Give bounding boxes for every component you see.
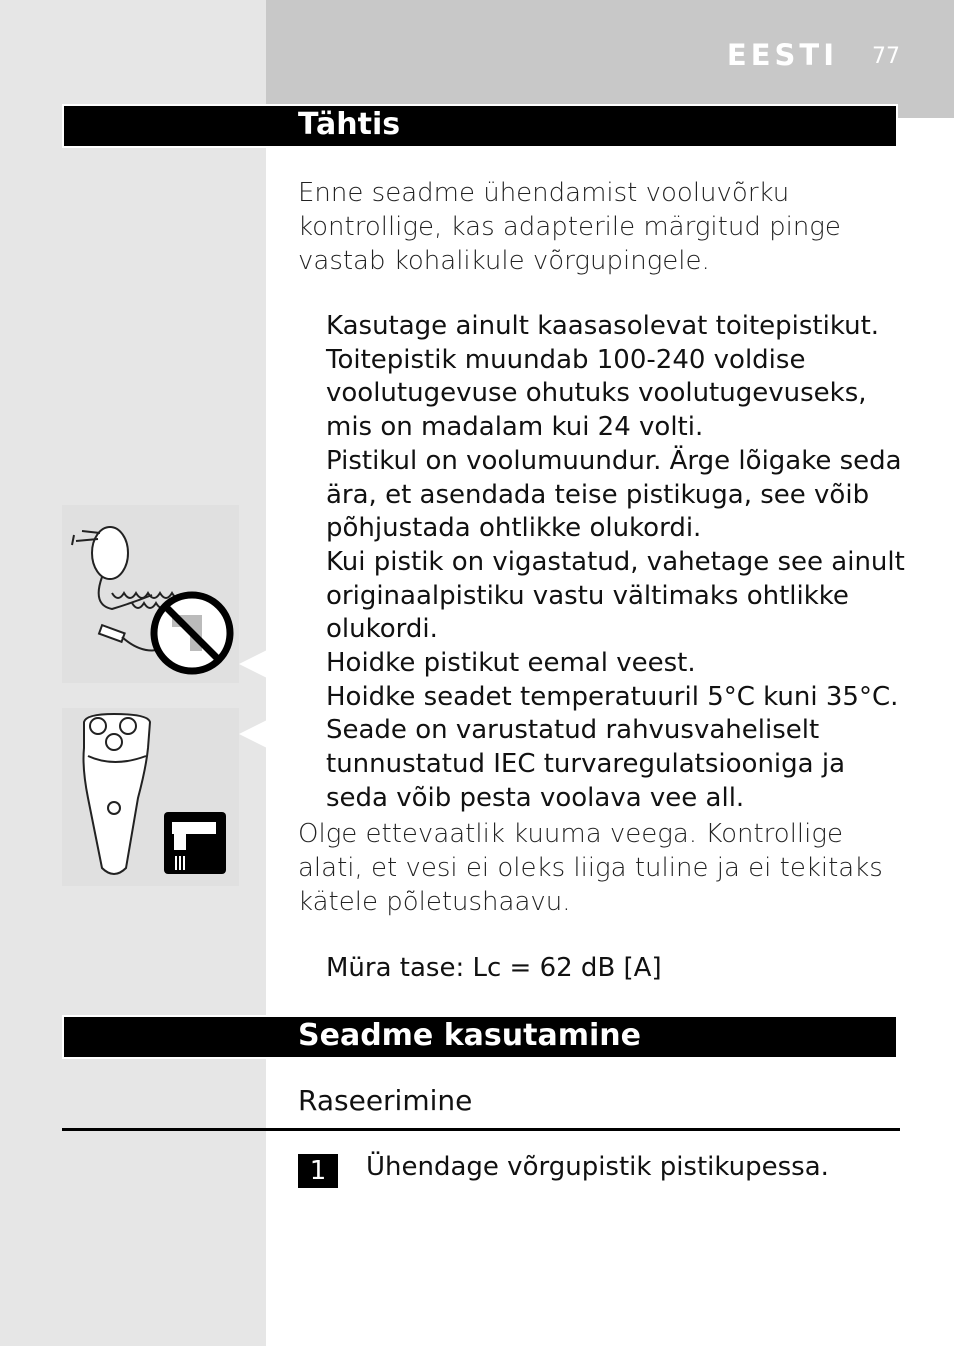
- language-label: EESTI: [726, 38, 838, 72]
- adapter-illustration: [62, 505, 239, 683]
- section-heading-bar: [62, 104, 898, 148]
- section-title-important: Tähtis: [298, 107, 401, 142]
- shaver-rinse-icon: [62, 708, 239, 886]
- section-title-usage: Seadme kasutamine: [298, 1018, 641, 1053]
- list-item: Seade on varustatud rahvusvaheliselt tunnustatud IEC turvaregulatsiooniga ja seda võib pesta voolava vee all.: [326, 715, 846, 813]
- adapter-no-water-icon: [62, 505, 239, 683]
- list-item: Kui pistik on vigastatud, vahetage see ainult originaalpistiku vastu vältimaks ohtlikke olukordi.: [326, 546, 905, 645]
- step-number-badge: 1: [298, 1154, 338, 1188]
- list-item: Hoidke pistikut eemal veest.: [326, 648, 696, 679]
- intro-paragraph: Enne seadme ühendamist vooluvõrku kontrollige, kas adapterile märgitud pinge vastab kohalikule võrgupingele.: [298, 178, 841, 276]
- list-item: Kasutage ainult kaasasolevat toitepistikut. Toitepistik muundab 100-240 voldise voolutugevuse ohutuks voolutugevuseks, mis on madalam kui 24 volti.: [326, 311, 880, 443]
- page-number: 77: [872, 44, 900, 69]
- step-text: Ühendage võrgupistik pistikupessa.: [366, 1152, 829, 1182]
- safety-list: [326, 310, 906, 816]
- list-item: Pistikul on voolumuundur. Ärge lõigake seda ära, et asendada teise pistikuga, see võib põhjustada ohtlikke olukordi.: [326, 445, 902, 544]
- pointer-notch: [239, 650, 267, 678]
- noise-level: Müra tase: Lc = 62 dB [A]: [326, 953, 662, 983]
- pointer-notch: [239, 720, 267, 748]
- divider: [62, 1128, 900, 1131]
- subheading-shaving: Raseerimine: [298, 1084, 473, 1117]
- list-item: Hoidke seadet temperatuuril 5°C kuni 35°C.: [326, 681, 899, 712]
- hot-water-paragraph: Olge ettevaatlik kuuma veega. Kontrollige alati, et vesi ei oleks liiga tuline ja ei tekitaks kätele põletushaavu.: [298, 819, 883, 917]
- section-heading-bar: [62, 1015, 898, 1059]
- shaver-illustration: [62, 708, 239, 886]
